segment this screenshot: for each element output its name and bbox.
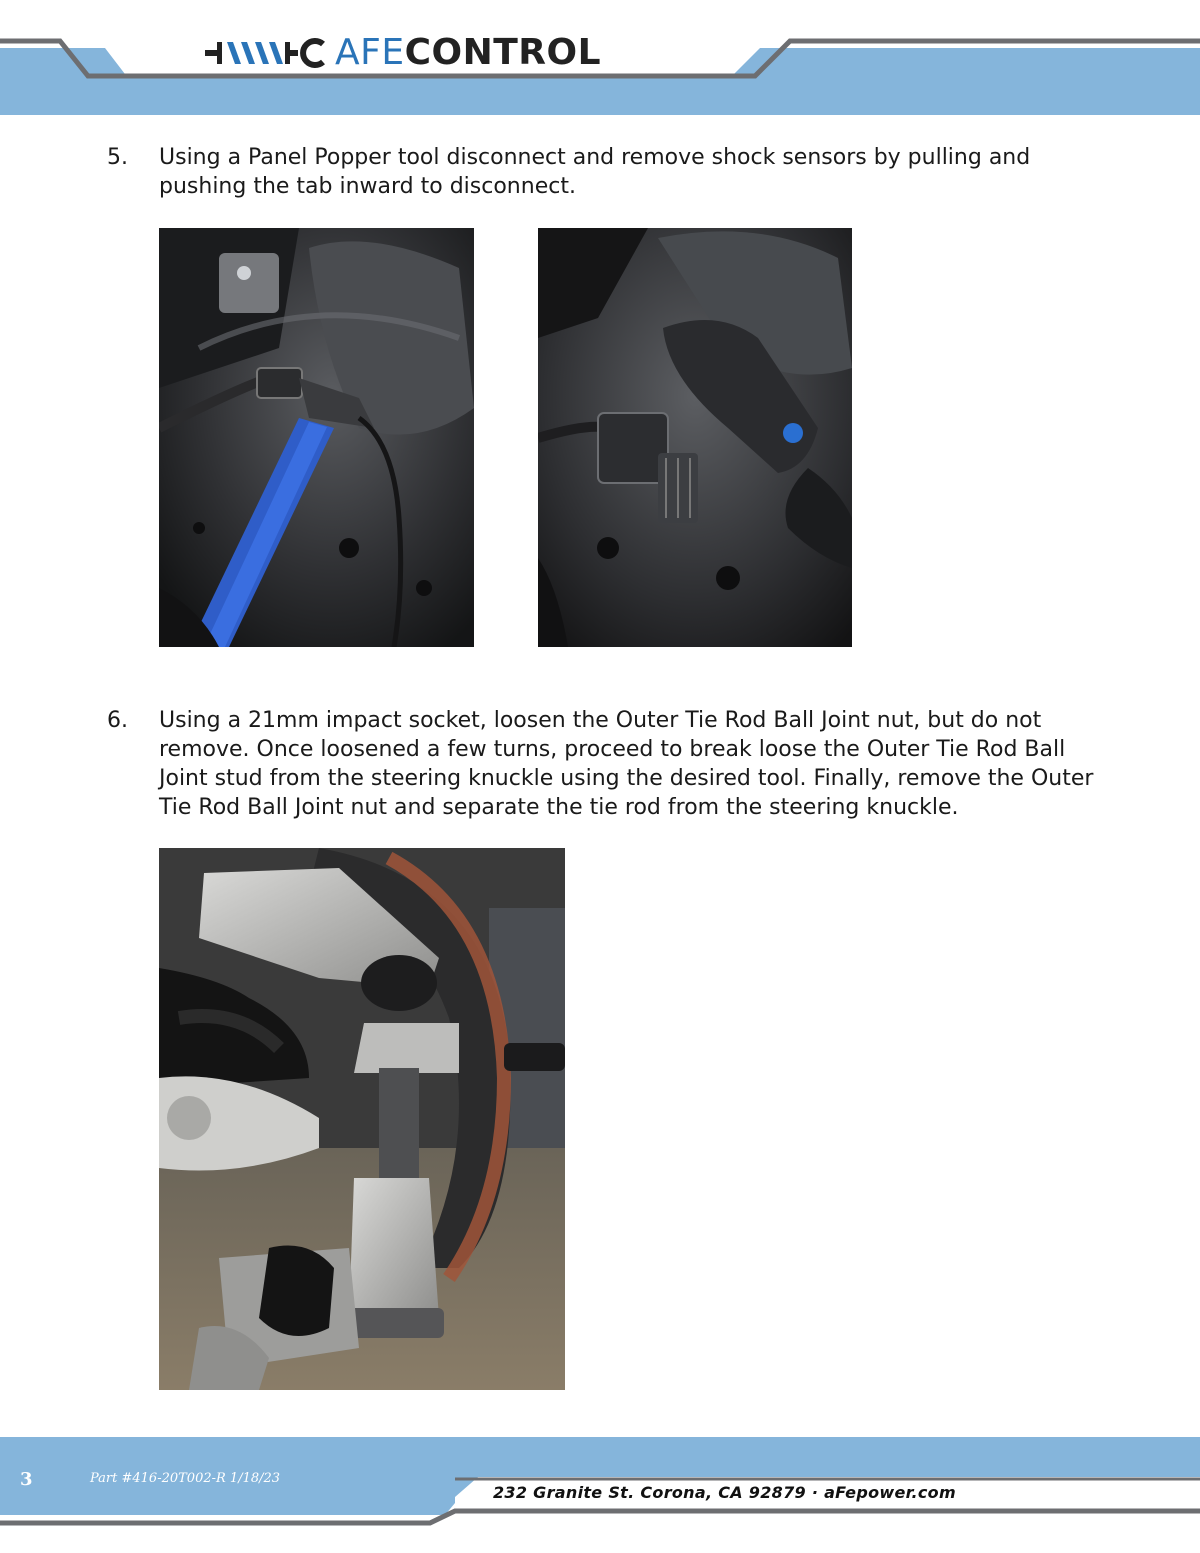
afe-control-logo xyxy=(205,30,601,76)
logo-control-text: CONTROL xyxy=(404,32,602,73)
step-number: 5. xyxy=(107,145,128,170)
photo-panel-popper-sensor xyxy=(159,228,474,647)
step-text: Using a 21mm impact socket, loosen the Outer Tie Rod Ball Joint nut, but do not remove. Once loosened a few turns, proceed to break loose the Outer Tie Rod Ball Joint stud from the steering knuckle using the desired tool. Finally, remove the Outer Tie Rod Ball Joint nut and separate the tie rod from the steering knuckle. xyxy=(159,708,1094,820)
step-5 xyxy=(107,143,1097,201)
page-number: 3 xyxy=(20,1469,33,1490)
step-text: Using a Panel Popper tool disconnect and remove shock sensors by pulling and pushing the tab inward to disconnect. xyxy=(159,145,1031,199)
afe-bars-icon xyxy=(205,36,325,70)
photo-tie-rod-impact-socket xyxy=(159,848,565,1390)
photo-disconnected-sensor xyxy=(538,228,852,647)
logo-afe-text: AFE xyxy=(335,32,405,73)
step-number: 6. xyxy=(107,708,128,733)
step-6 xyxy=(107,706,1097,822)
part-number: Part #416-20T002-R 1/18/23 xyxy=(90,1471,281,1486)
logo-wordmark xyxy=(335,32,602,73)
company-address: 232 Granite St. Corona, CA 92879 · aFepower.com xyxy=(493,1483,956,1502)
